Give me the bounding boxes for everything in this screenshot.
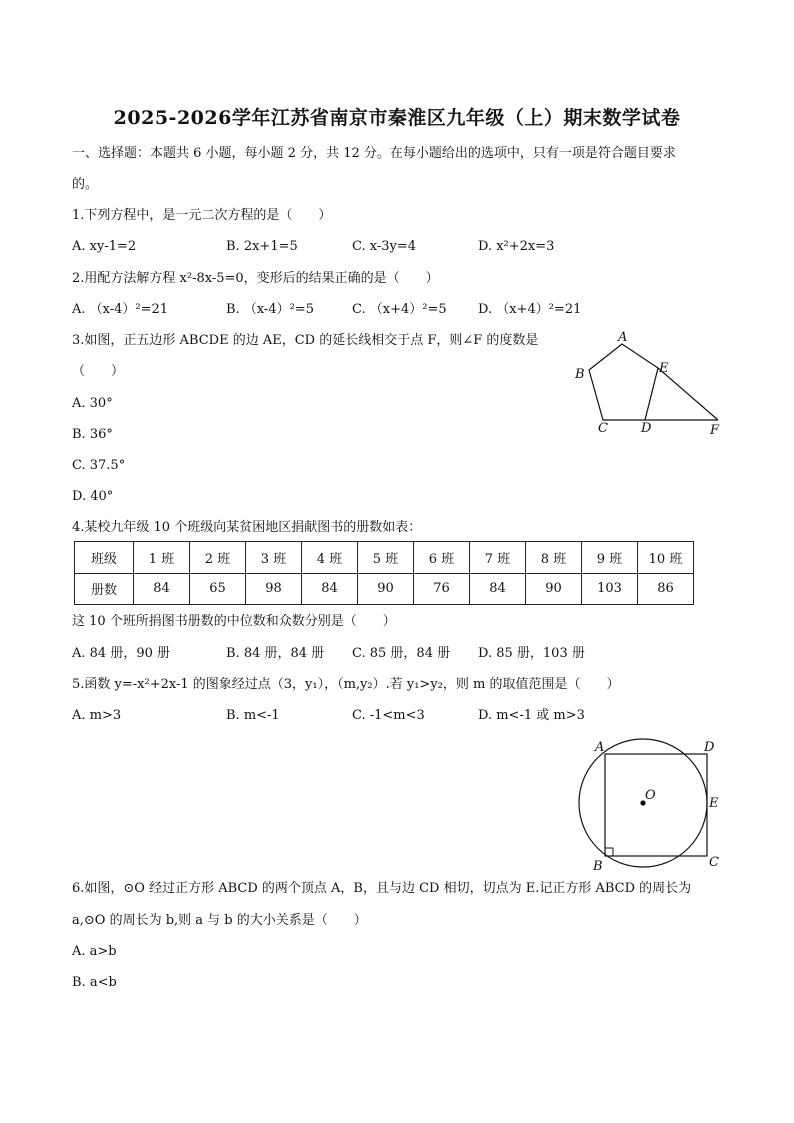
table-row-header: 册数 (75, 573, 134, 605)
question-1-stem: 1.下列方程中，是一元二次方程的是（ ） (72, 208, 332, 223)
label-b: B (593, 859, 603, 874)
table-cell: 1 班 (134, 542, 190, 574)
label-b: B (575, 367, 585, 382)
table-cell: 90 (526, 573, 582, 605)
q3-option-b: B. 36° (72, 427, 113, 442)
label-d: D (641, 421, 652, 436)
table-cell: 8 班 (526, 542, 582, 574)
table-cell: 65 (190, 573, 246, 605)
label-d: D (704, 740, 715, 755)
table-row-header: 班级 (75, 542, 134, 574)
page-title: 2025-2026学年江苏省南京市秦淮区九年级（上）期末数学试卷 (113, 107, 681, 129)
circle-square-figure (578, 736, 728, 874)
q5-option-c: C. -1<m<3 (352, 708, 425, 723)
q6-option-b: B. a<b (72, 975, 117, 990)
pentagon-abcde (589, 344, 658, 420)
label-e: E (709, 796, 719, 811)
q3-option-c: C. 37.5° (72, 458, 126, 473)
q5-option-b: B. m<-1 (226, 708, 280, 723)
table-cell: 3 班 (246, 542, 302, 574)
table-cell: 84 (302, 573, 358, 605)
label-o: O (645, 788, 656, 803)
section-heading: 一、选择题：本题共 6 小题，每小题 2 分，共 12 分。在每小题给出的选项中，只有一项是符合题目要求 (72, 146, 676, 161)
question-3-stem-cont: （ ） (72, 364, 125, 379)
q1-option-c: C. x-3y=4 (352, 239, 417, 254)
table-cell: 10 班 (638, 542, 694, 574)
q4-option-c: C. 85 册，84 册 (352, 646, 451, 661)
label-c: C (598, 421, 608, 436)
q5-option-a: A. m>3 (72, 708, 122, 723)
q4-option-b: B. 84 册，84 册 (226, 646, 325, 661)
question-6-stem-cont: a,⊙O 的周长为 b,则 a 与 b 的大小关系是（ ） (72, 913, 367, 928)
label-a: A (618, 330, 628, 345)
question-4-question: 这 10 个班所捐图书册数的中位数和众数分别是（ ） (72, 614, 396, 629)
table-cell: 9 班 (582, 542, 638, 574)
pentagon-figure (560, 330, 740, 440)
table-row (75, 542, 694, 574)
square-abcd (605, 754, 707, 856)
q4-option-d: D. 85 册，103 册 (478, 646, 585, 661)
question-6-stem: 6.如图，⊙O 经过正方形 ABCD 的两个顶点 A，B，且与边 CD 相切，切点为 E.记正方形 ABCD 的周长为 (72, 881, 692, 896)
q5-option-d: D. m<-1 或 m>3 (478, 708, 585, 723)
label-e: E (659, 361, 669, 376)
donation-table (74, 541, 694, 605)
question-3-stem: 3.如图，正五边形 ABCDE 的边 AE，CD 的延长线相交于点 F，则∠F 的度数是 (72, 333, 539, 348)
question-5-stem: 5.函数 y=-x²+2x-1 的图象经过点（3，y₁），（m,y₂）.若 y₁>y₂，则 m 的取值范围是（ ） (72, 677, 620, 692)
q1-option-b: B. 2x+1=5 (226, 239, 298, 254)
section-heading-cont: 的。 (72, 177, 99, 192)
question-4-stem: 4.某校九年级 10 个班级向某贫困地区捐献图书的册数如表： (72, 520, 422, 535)
q6-option-a: A. a>b (72, 944, 117, 959)
label-f: F (710, 423, 720, 438)
table-row (75, 573, 694, 605)
question-2-stem: 2.用配方法解方程 x²-8x-5=0，变形后的结果正确的是（ ） (72, 271, 439, 286)
table-cell: 84 (134, 573, 190, 605)
table-cell: 76 (414, 573, 470, 605)
q2-option-a: A. （x-4）²=21 (72, 302, 169, 317)
table-cell: 90 (358, 573, 414, 605)
table-cell: 2 班 (190, 542, 246, 574)
table-cell: 98 (246, 573, 302, 605)
table-cell: 7 班 (470, 542, 526, 574)
q4-option-a: A. 84 册，90 册 (72, 646, 171, 661)
label-a: A (595, 740, 605, 755)
table-cell: 103 (582, 573, 638, 605)
label-c: C (709, 855, 719, 870)
table-cell: 86 (638, 573, 694, 605)
table-cell: 84 (470, 573, 526, 605)
q2-option-c: C. （x+4）²=5 (352, 302, 447, 317)
table-cell: 5 班 (358, 542, 414, 574)
q1-option-a: A. xy-1=2 (72, 239, 137, 254)
q2-option-b: B. （x-4）²=5 (226, 302, 314, 317)
q3-option-a: A. 30° (72, 396, 113, 411)
q2-option-d: D. （x+4）²=21 (478, 302, 582, 317)
q1-option-d: D. x²+2x=3 (478, 239, 555, 254)
q3-option-d: D. 40° (72, 489, 114, 504)
table-cell: 4 班 (302, 542, 358, 574)
table-cell: 6 班 (414, 542, 470, 574)
